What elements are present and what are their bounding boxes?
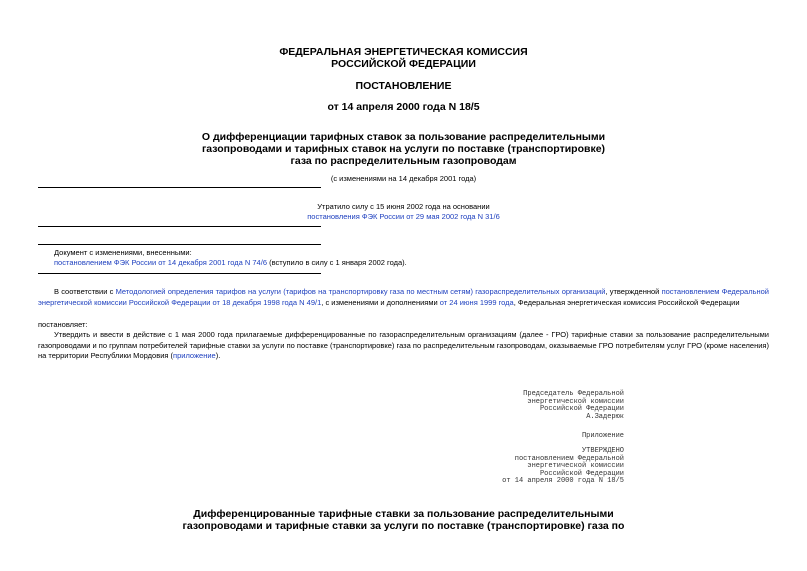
doc-date: от 14 апреля 2000 года N 18/5: [327, 101, 480, 113]
amendment-link[interactable]: от 24 июня 1999 года: [439, 297, 514, 307]
approval-block: УТВЕРЖДЕНО постановлением Федеральной энергетической комиссии Российской Федерации от 14 апреля 2000 года N 18/5: [502, 447, 624, 486]
title-line-3: газа по распределительным газопроводам: [290, 155, 517, 167]
body-paragraph: Утвердить и ввести в действие с 1 мая 2000 года прилагаемые дифференцированные по газораспределительным организациям (далее - ГРО) тарифные ставки за пользование распределительными газопроводами и по группам потребителей тарифные ставки за услуги по поставке (транспортировке) газа по распределительным газопроводам, оказываемые ГРО потребителям услуг ГРО (кроме населения) на территории Республики Мордовия (приложение).: [38, 330, 769, 360]
divider: [38, 273, 321, 274]
expired-text: Утратило силу с 15 июня 2002 года на основании: [317, 202, 490, 211]
title-line-1: О дифференциации тарифных ставок за пользование распределительными: [201, 131, 606, 143]
bottom-title-line-2: газопроводами и тарифные ставки за услуги по поставке (транспортировке) газа по: [182, 520, 625, 532]
preamble-paragraph: В соответствии с Методологией определения тарифов на услуги (тарифов на транспортировку газа по местным сетям) газораспределительных организаций, утвержденной постановлением Федеральной энергетической комиссии Российской Федерации от 18 декабря 1998 года N 49/1, с изменениями и дополнениями от 24 июня 1999 года, Федеральная энергетическая комиссия Российской Федерации: [38, 287, 770, 307]
title-line-2: газопроводами и тарифных ставок на услуги по поставке (транспортировке): [201, 143, 606, 155]
appendix-link[interactable]: приложение: [173, 351, 216, 360]
appendix-label: Приложение: [581, 432, 624, 440]
divider: [38, 226, 321, 227]
bottom-title-line-1: Дифференцированные тарифные ставки за пользование распределительными: [193, 508, 614, 520]
signature-block: Председатель Федеральной энергетической комиссии Российской Федерации А.Задерюк: [523, 390, 624, 421]
doc-type: ПОСТАНОВЛЕНИЕ: [355, 80, 452, 92]
divider: [38, 187, 321, 188]
changes-tail: (вступило в силу с 1 января 2002 года).: [267, 258, 407, 267]
changes-label: Документ с изменениями, внесенными:: [54, 248, 192, 257]
amend-note: (с изменениями на 14 декабря 2001 года): [330, 174, 477, 183]
expired-link[interactable]: постановления ФЭК России от 29 мая 2002 года N 31/6: [307, 212, 500, 221]
resolves-label: постановляет:: [38, 320, 88, 329]
divider: [38, 244, 321, 245]
methodology-link[interactable]: Методологией определения тарифов на услуги (тарифов на транспортировку газа по местным сетям) газораспределительных организаций: [115, 287, 606, 296]
changes-line: [54, 258, 407, 269]
resolution-link[interactable]: постановлением Федеральной энергетической комиссии Российской Федерации от 18 декабря 1998 года N 49/1: [38, 287, 770, 307]
org-line-1: ФЕДЕРАЛЬНАЯ ЭНЕРГЕТИЧЕСКАЯ КОМИССИЯ: [279, 46, 528, 58]
org-line-2: РОССИЙСКОЙ ФЕДЕРАЦИИ: [331, 58, 476, 70]
changes-link[interactable]: постановлением ФЭК России от 14 декабря 2001 года N 74/6: [54, 258, 267, 267]
